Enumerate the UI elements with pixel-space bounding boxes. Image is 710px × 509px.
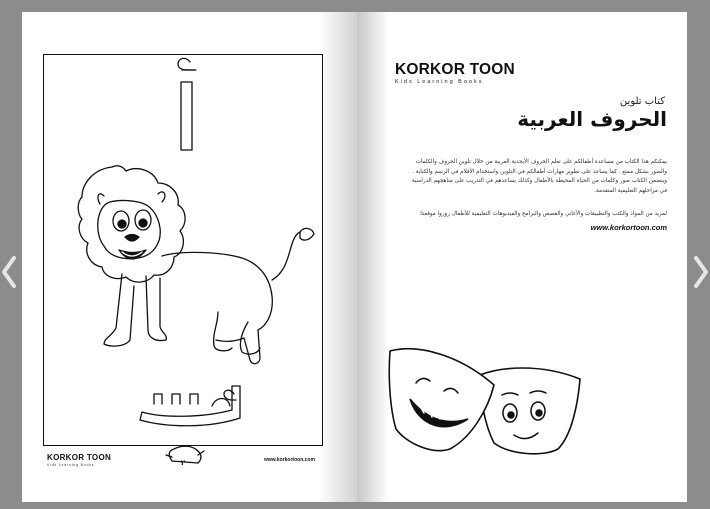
intro-text bbox=[391, 158, 667, 196]
prev-page-button[interactable] bbox=[0, 252, 18, 292]
lion-mane bbox=[78, 166, 185, 282]
book-title: الحروف العربية bbox=[517, 107, 667, 131]
next-page-button[interactable] bbox=[692, 252, 710, 292]
lion-coloring-art bbox=[22, 12, 357, 502]
hamza-outline bbox=[178, 58, 194, 70]
footer-brand-sub: Kids Learning Books bbox=[47, 463, 95, 467]
lion-body bbox=[162, 252, 272, 363]
mask-right bbox=[480, 368, 580, 454]
alef-outline bbox=[181, 82, 192, 150]
intro-line: ويتضمن الكتاب صور وكلمات من الحياة المحيطة بالأطفال وكذلك يساعدهم في التدريب على مناهجهم الدراسية bbox=[411, 178, 667, 185]
chevron-right-icon bbox=[696, 258, 706, 286]
footer-url: www.korkortoon.com bbox=[264, 457, 315, 463]
brand-logo: KORKOR TOON bbox=[395, 61, 515, 78]
spine-shadow bbox=[319, 12, 357, 502]
left-page bbox=[22, 12, 357, 502]
right-page bbox=[357, 12, 687, 502]
chevron-left-icon bbox=[4, 258, 14, 286]
website-link[interactable]: www.korkortoon.com bbox=[590, 223, 667, 232]
book-subtitle: كتاب تلوين bbox=[619, 96, 665, 107]
lion-face bbox=[98, 201, 161, 259]
intro-line: يمكنكم هذا الكتاب من مساعدة أطفالكم على تعلم الحروف الأبجدية العربية من خلال تلوين الحروف والكلمات bbox=[415, 159, 667, 165]
footer-brand: KORKOR TOON bbox=[47, 453, 112, 462]
intro-line: في مراحلهم التعليمية المتقدمة. bbox=[594, 187, 667, 194]
page-number: ٢ bbox=[180, 459, 186, 467]
brand-tagline: Kids Learning Books bbox=[395, 79, 484, 85]
intro-line: والصور بشكل ممتع . كما يساعد على تطوير مهارات أطفالكم في التلوين واستخدام الأقلام في الرسم والكتابة . bbox=[412, 168, 667, 175]
mask-left bbox=[389, 349, 494, 451]
more-info-text: لمزيد من المواد والكتب والتطبيقات والأغاني والقصص والبرامج والفيديوهات التعليمية للأطفال زوروا موقعنا: bbox=[419, 211, 667, 217]
theater-masks-art bbox=[382, 337, 582, 457]
